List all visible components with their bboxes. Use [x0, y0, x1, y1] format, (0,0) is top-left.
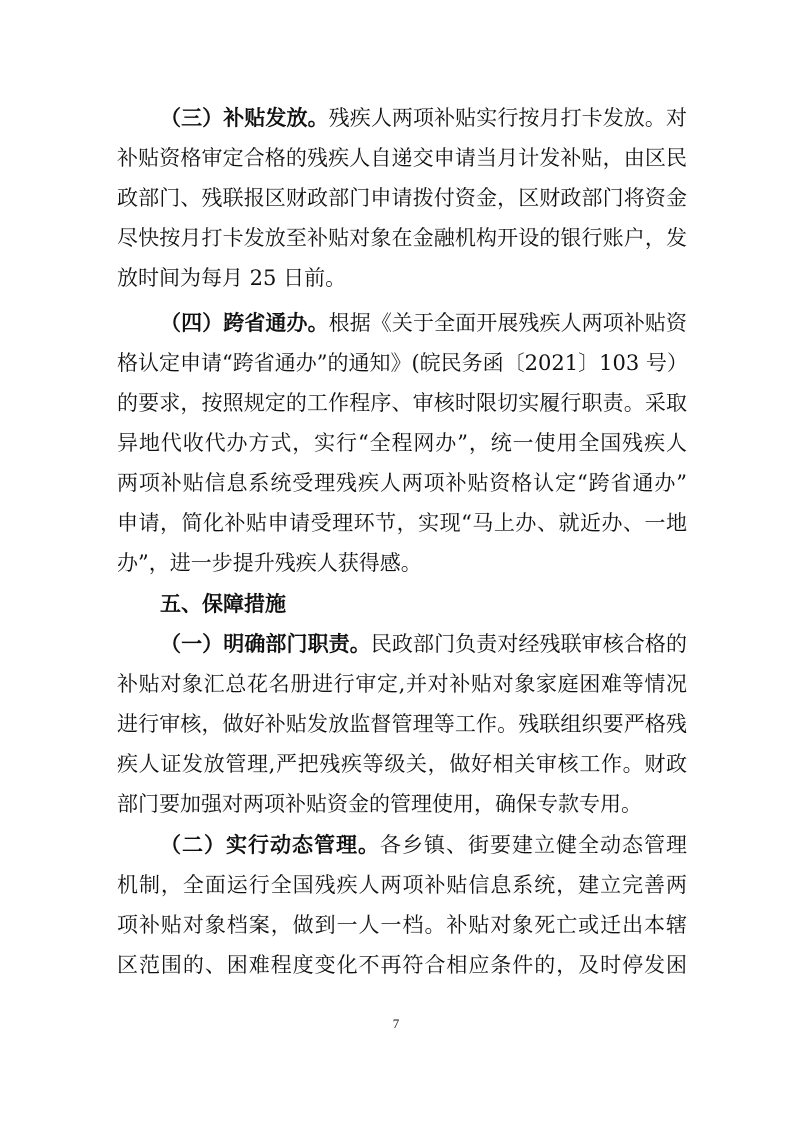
paragraph-line: 疾人证发放管理,严把残疾等级关，做好相关审核工作。财政 [117, 752, 687, 776]
paragraph-line [160, 825, 687, 865]
paragraph-line: 办”，进一步提升残疾人获得感。 [117, 551, 422, 575]
paragraph-text: 残疾人两项补贴实行按月打卡发放。对 [328, 106, 688, 130]
section-heading: （三）补贴发放。 [160, 106, 329, 130]
paragraph-line: 项补贴对象档案，做到一人一档。补贴对象死亡或迁出本辖 [117, 913, 687, 937]
paragraph-line [160, 98, 687, 138]
section-heading: （二）实行动态管理。 [160, 833, 380, 857]
paragraph-line: 补贴对象汇总花名册进行审定,并对补贴对象家庭困难等情况 [117, 672, 687, 696]
paragraph-line [160, 624, 687, 664]
section-title: 五、保障措施 [160, 592, 286, 616]
page-number: 7 [392, 1016, 400, 1031]
paragraph-line: 的要求，按照规定的工作程序、审核时限切实履行职责。采取 [117, 391, 687, 415]
paragraph-line: 进行审核，做好补贴发放监督管理等工作。残联组织要严格残 [117, 712, 687, 736]
paragraph-line [160, 303, 687, 343]
section-heading: （一）明确部门职责。 [160, 632, 371, 656]
paragraph-line: 尽快按月打卡发放至补贴对象在金融机构开设的银行账户，发 [117, 226, 687, 250]
paragraph-text: 各乡镇、街要建立健全动态管理 [380, 833, 687, 857]
paragraph-line: 两项补贴信息系统受理残疾人两项补贴资格认定“跨省通办” [117, 471, 687, 495]
paragraph-line: 异地代收代办方式，实行“全程网办”，统一使用全国残疾人 [117, 431, 687, 455]
paragraph-line: 区范围的、困难程度变化不再符合相应条件的，及时停发困 [117, 953, 687, 977]
paragraph-line: 补贴资格审定合格的残疾人自递交申请当月计发补贴，由区民 [117, 146, 687, 170]
paragraph-line: 部门要加强对两项补贴资金的管理使用，确保专款专用。 [117, 792, 642, 816]
paragraph-text: 民政部门负责对经残联审核合格的 [370, 632, 688, 656]
paragraph-line: 放时间为每月 25 日前。 [117, 266, 347, 290]
section-heading: （四）跨省通办。 [160, 311, 329, 335]
paragraph-line: 格认定申请“跨省通办”的通知》(皖民务函〔2021〕103 号） [117, 351, 688, 375]
paragraph-text: 根据《关于全面开展残疾人两项补贴资 [328, 311, 688, 335]
paragraph-line: 政部门、残联报区财政部门申请拨付资金，区财政部门将资金 [117, 186, 687, 210]
paragraph-line: 机制，全面运行全国残疾人两项补贴信息系统，建立完善两 [117, 873, 687, 897]
paragraph-line: 申请，简化补贴申请受理环节，实现“马上办、就近办、一地 [117, 511, 687, 535]
